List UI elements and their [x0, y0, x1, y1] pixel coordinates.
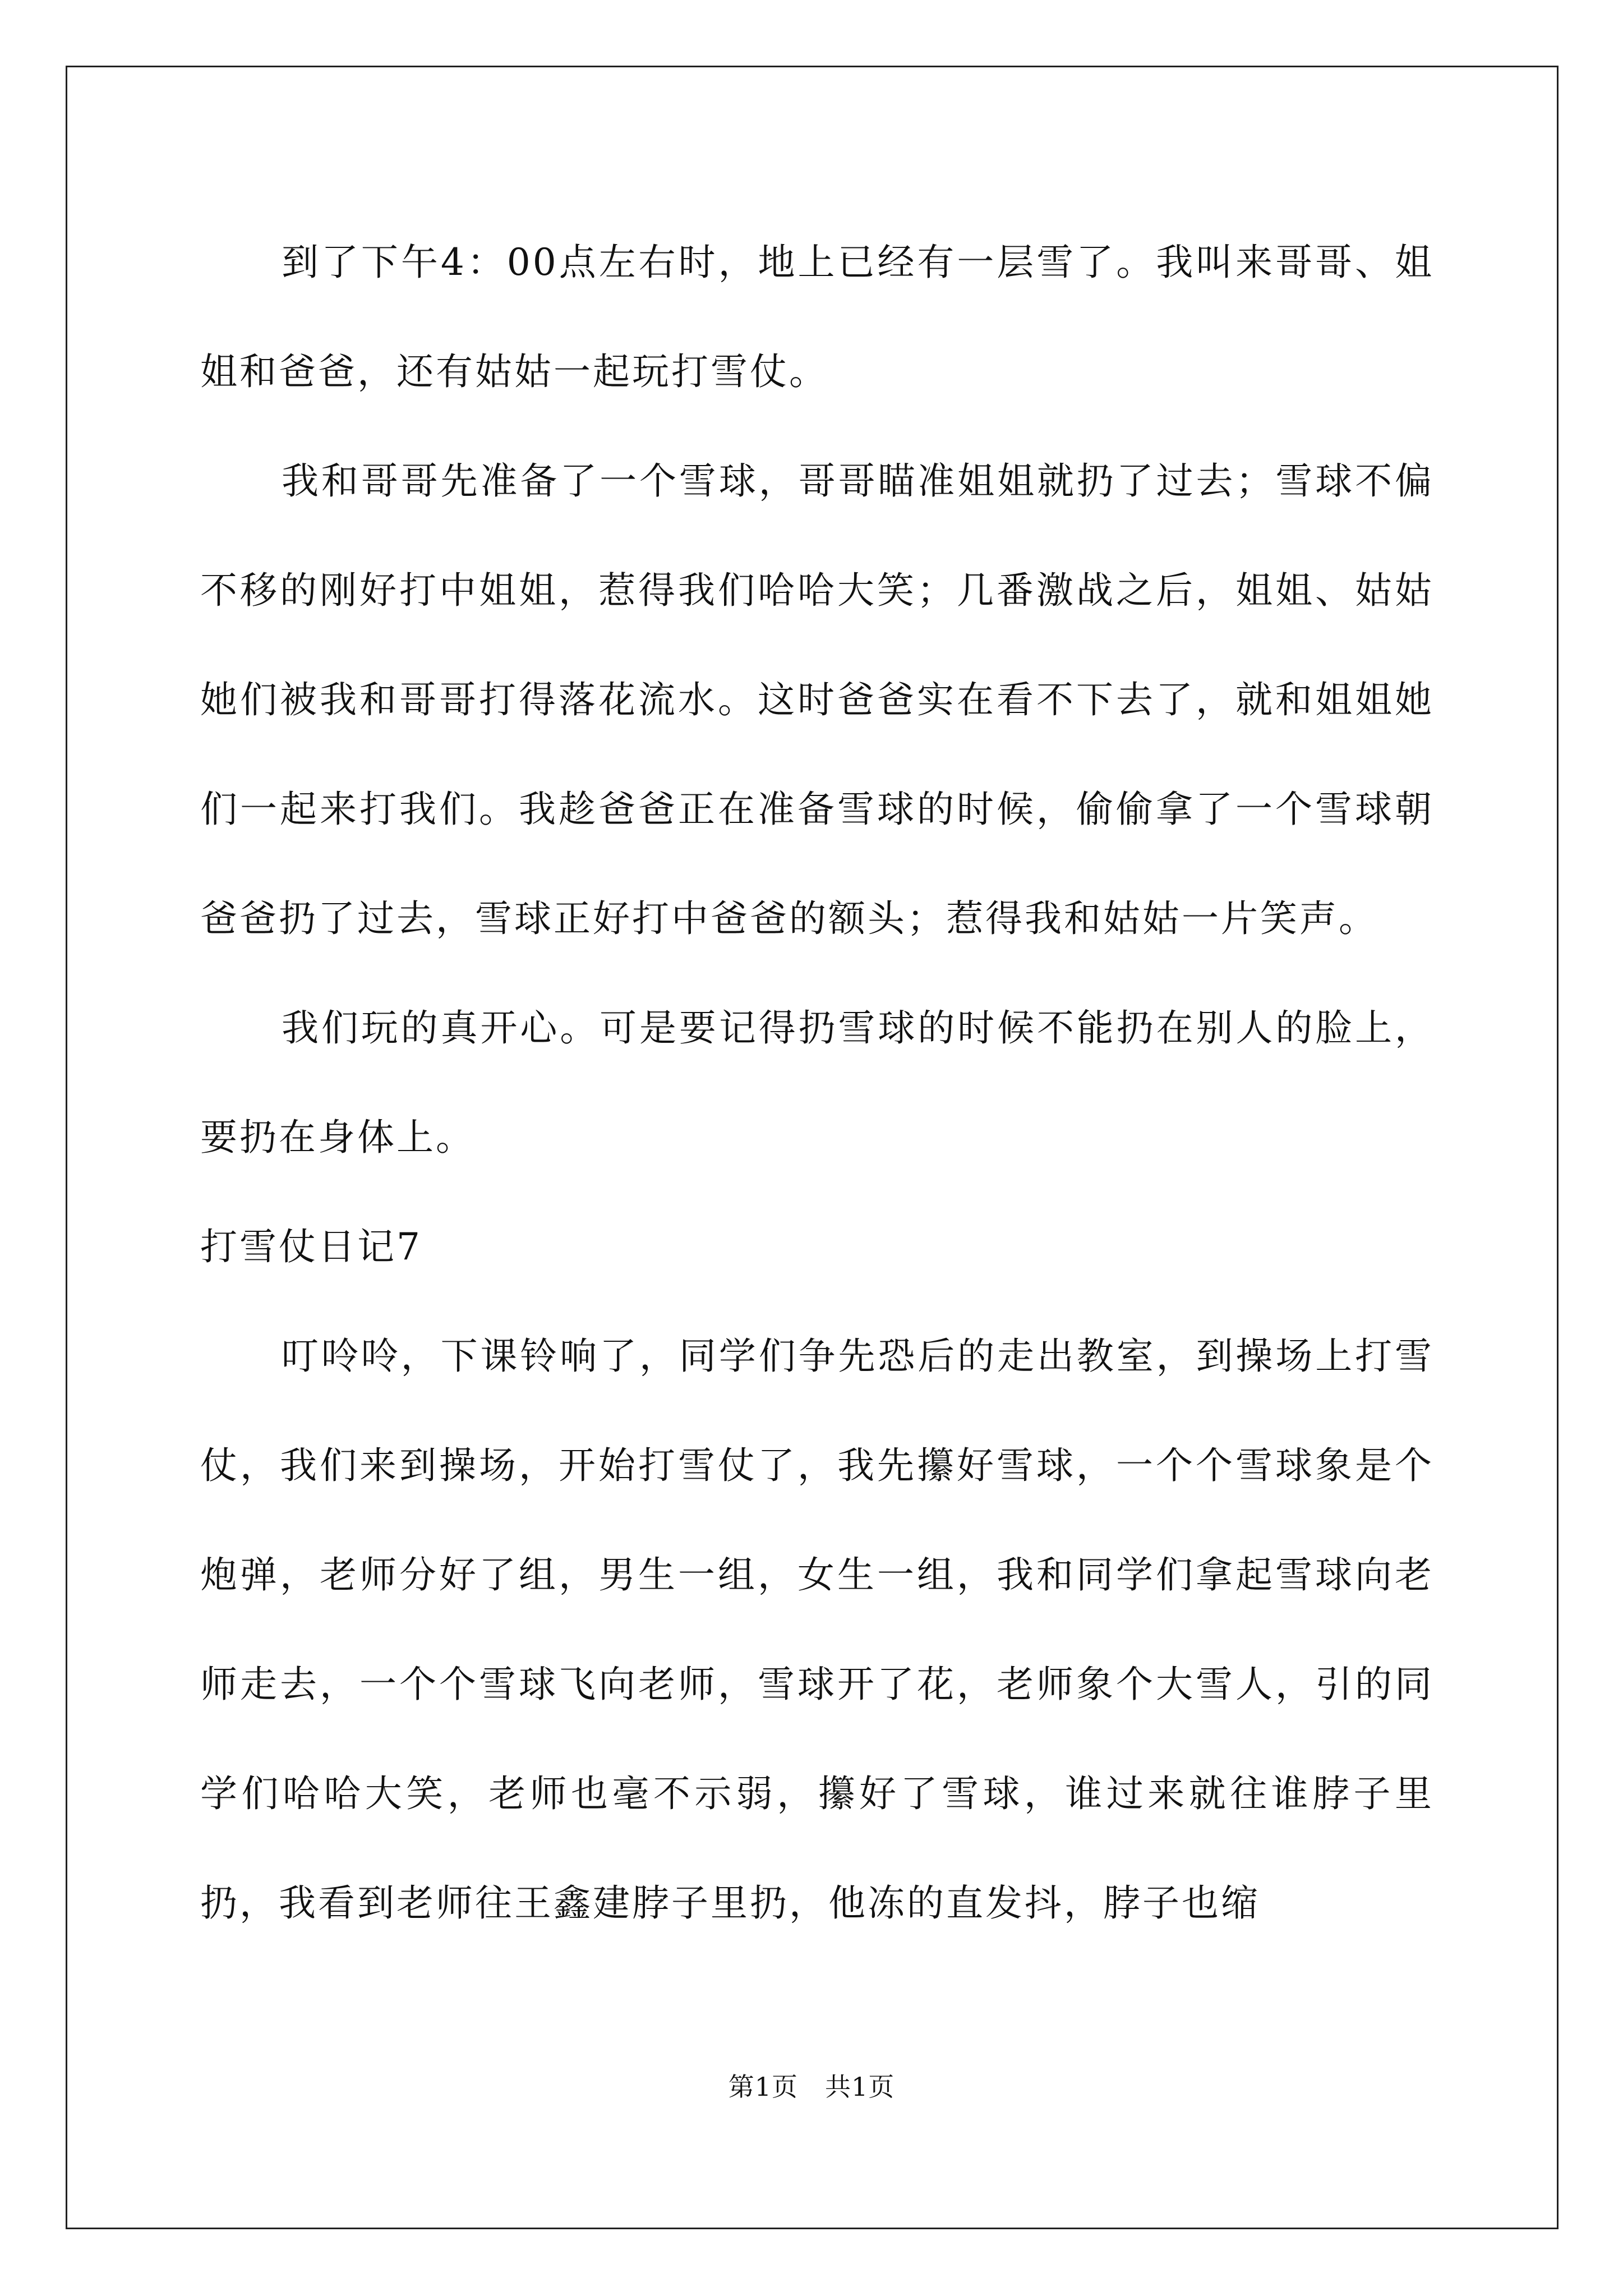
page-footer: [0, 2070, 1623, 2104]
paragraph: 我和哥哥先准备了一个雪球，哥哥瞄准姐姐就扔了过去；雪球不偏不移的刚好打中姐姐，惹得我们哈哈大笑；几番激战之后，姐姐、姑姑她们被我和哥哥打得落花流水。这时爸爸实在看不下去了，就和姐姐她们一起来打我们。我趁爸爸正在准备雪球的时候，偷偷拿了一个雪球朝爸爸扔了过去，雪球正好打中爸爸的额头；惹得我和姑姑一片笑声。: [200, 459, 1434, 940]
paragraph: 到了下午4：00点左右时，地上已经有一层雪了。我叫来哥哥、姐姐和爸爸，还有姑姑一起玩打雪仗。: [200, 241, 1434, 393]
document-body: [200, 208, 1434, 1958]
page-number: 第1页: [728, 2072, 798, 2102]
paragraph: 叮呤呤，下课铃响了，同学们争先恐后的走出教室，到操场上打雪仗，我们来到操场，开始打雪仗了，我先攥好雪球，一个个雪球象是个炮弹，老师分好了组，男生一组，女生一组，我和同学们拿起雪球向老师走去，一个个雪球飞向老师，雪球开了花，老师象个大雪人，引的同学们哈哈大笑，老师也毫不示弱，攥好了雪球，谁过来就往谁脖子里扔，我看到老师往王鑫建脖子里扔，他冻的直发抖，脖子也缩: [200, 1335, 1434, 1925]
paragraph: 我们玩的真开心。可是要记得扔雪球的时候不能扔在别人的脸上，要扔在身体上。: [200, 1006, 1434, 1159]
total-pages: 共1页: [825, 2072, 895, 2102]
section-title: 打雪仗日记7: [200, 1225, 422, 1268]
